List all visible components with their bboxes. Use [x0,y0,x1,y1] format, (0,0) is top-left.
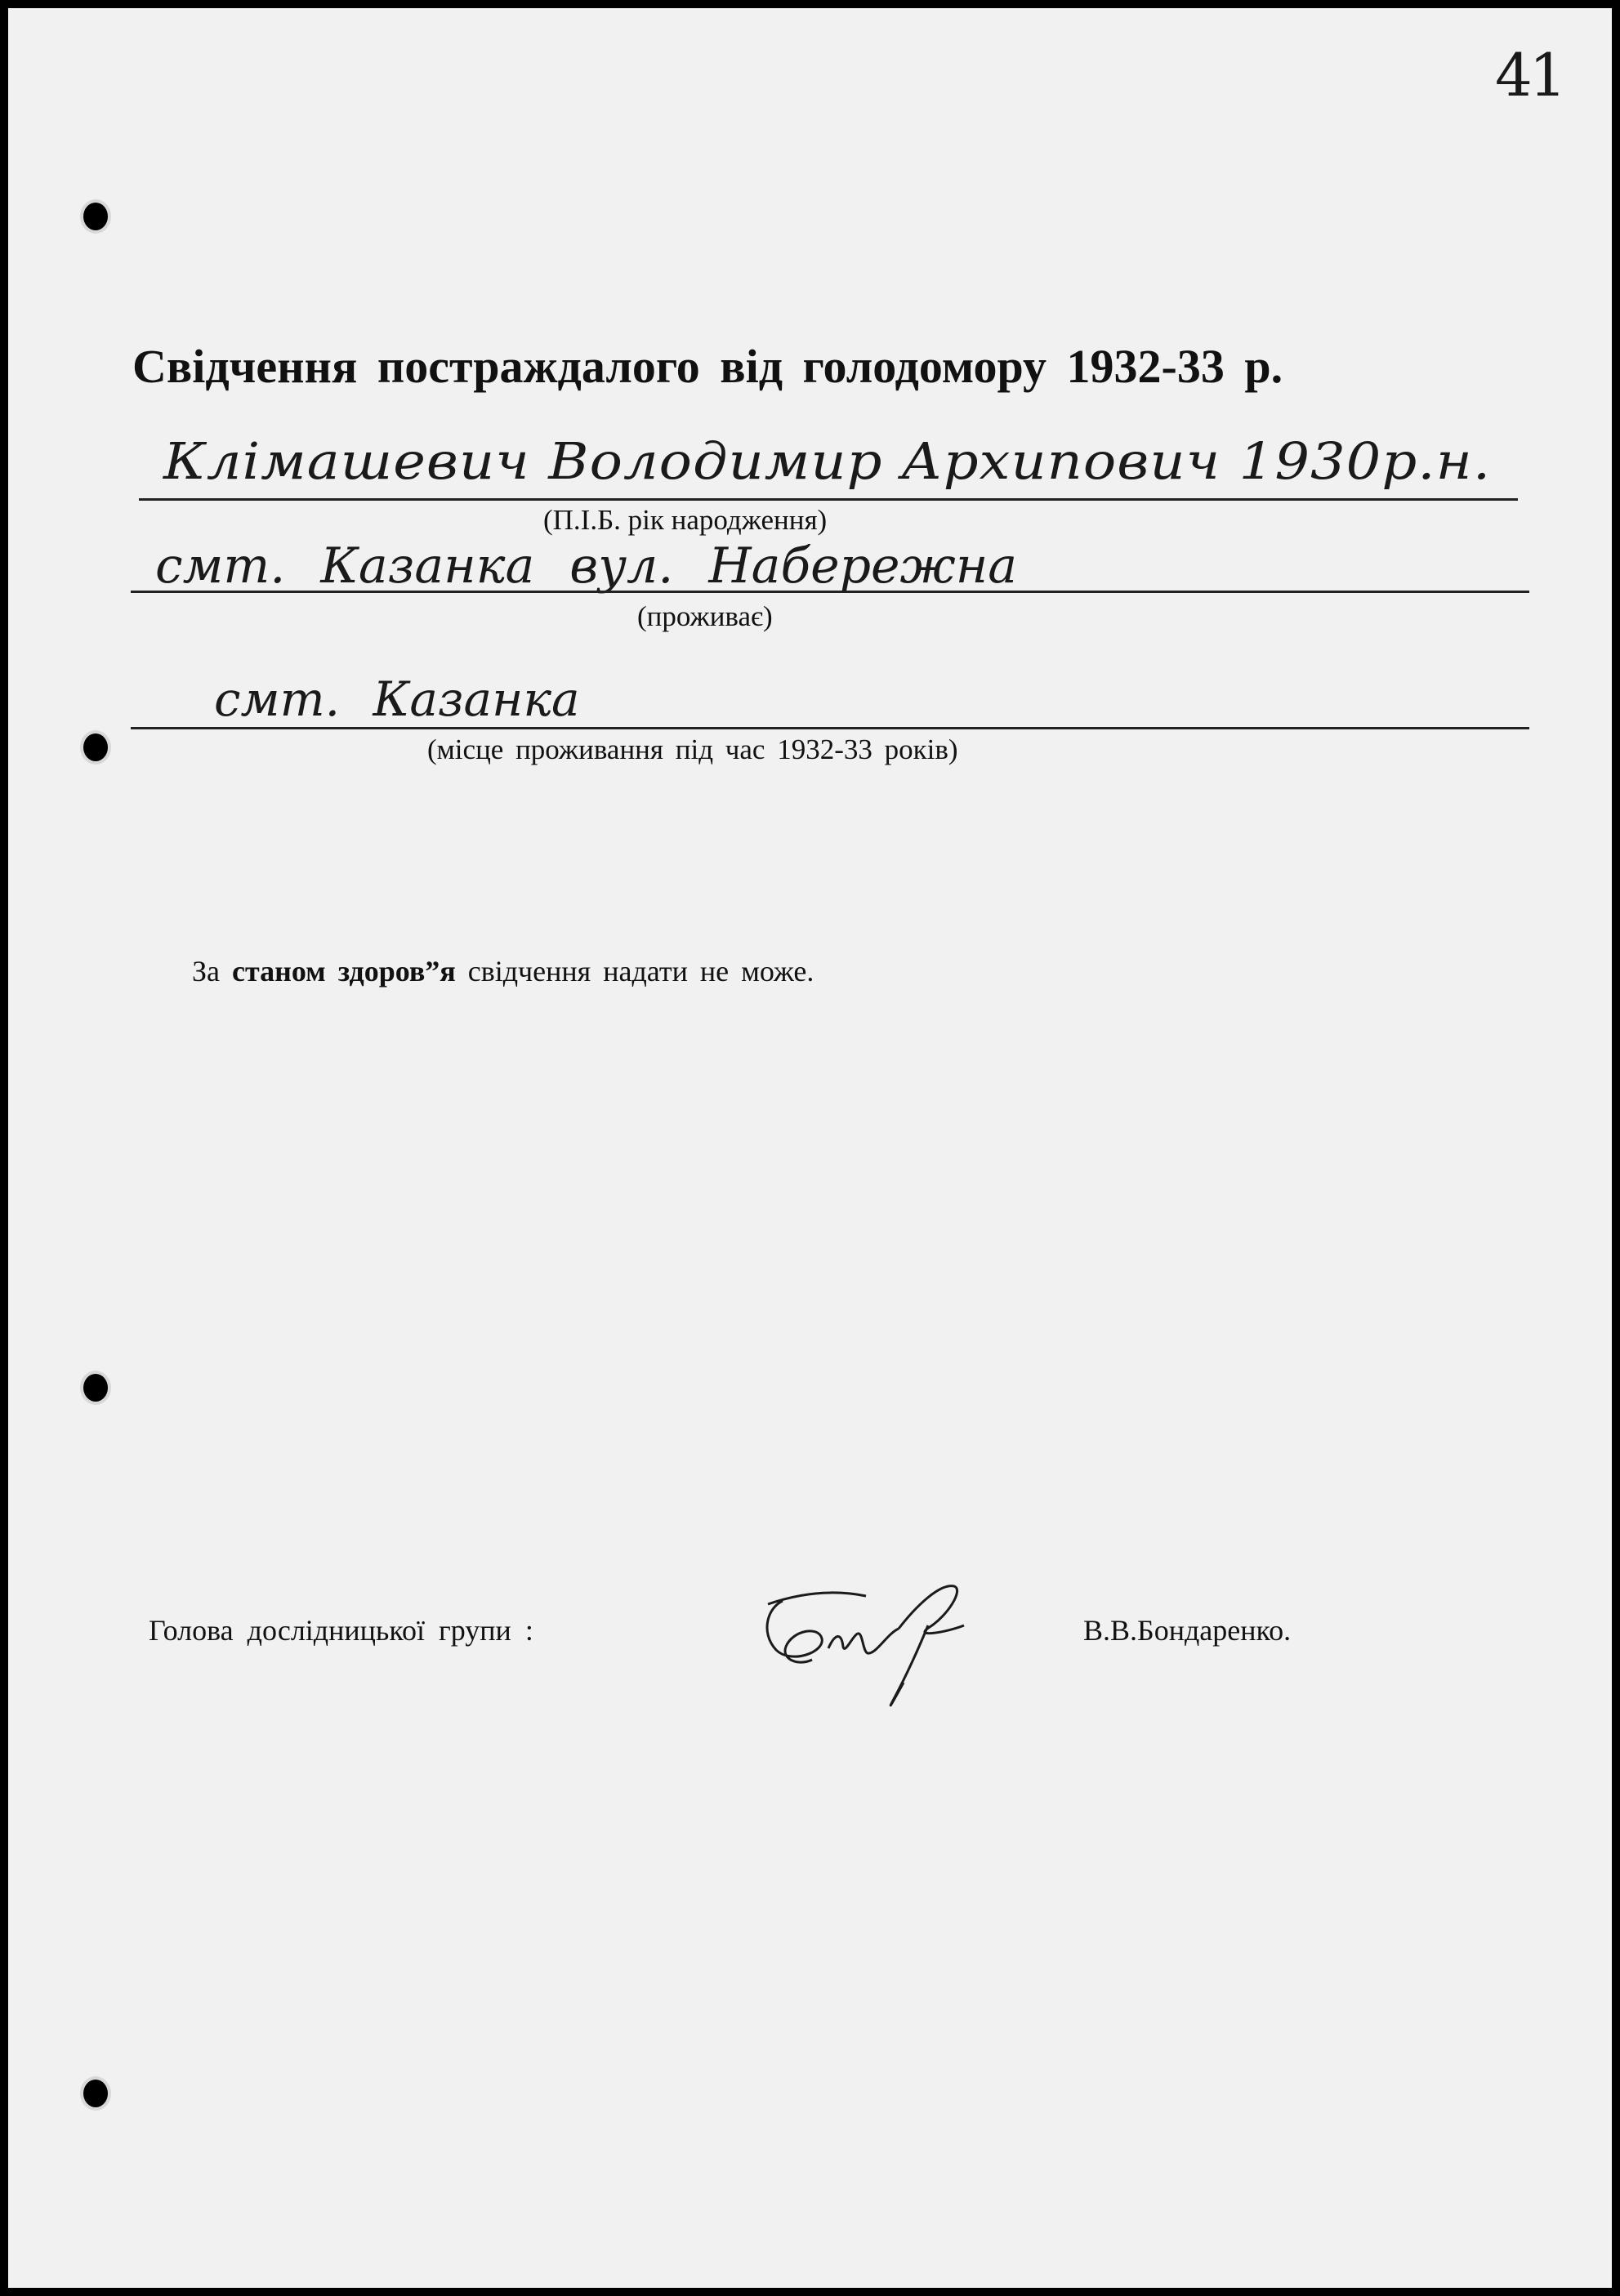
punch-hole-3 [83,1374,108,1402]
signature-image [743,1575,1013,1714]
residence-underline [131,591,1529,593]
residence-1932-handwritten: смт. Казанка [214,671,580,727]
document-title: Свідчення постраждалого від голодомору 1932-33 р. [132,340,1283,393]
document-page [8,8,1612,2288]
punch-hole-2 [83,733,108,761]
name-underline [139,498,1518,501]
statement-text [192,954,814,988]
residence-handwritten: смт. Казанка вул. Набережна [155,537,1017,595]
statement-prefix: За [192,955,221,988]
name-handwritten: Клімашевич Володимир Архипович 1930р.н. [163,431,1492,491]
residence-caption: (проживає) [637,600,773,632]
statement-bold: станом здоров”я [232,955,456,988]
signature-label: Голова дослідницької групи : [149,1614,533,1647]
page-number: 41 [1495,41,1564,109]
name-caption: (П.І.Б. рік народження) [543,504,828,536]
residence-1932-caption: (місце проживання під час 1932-33 років) [427,733,958,765]
residence-1932-underline [131,727,1529,729]
statement-suffix: свідчення надати не може. [467,955,814,988]
punch-hole-1 [83,203,108,230]
signatory-name: В.В.Бондаренко. [1083,1614,1292,1647]
punch-hole-4 [83,2080,108,2107]
